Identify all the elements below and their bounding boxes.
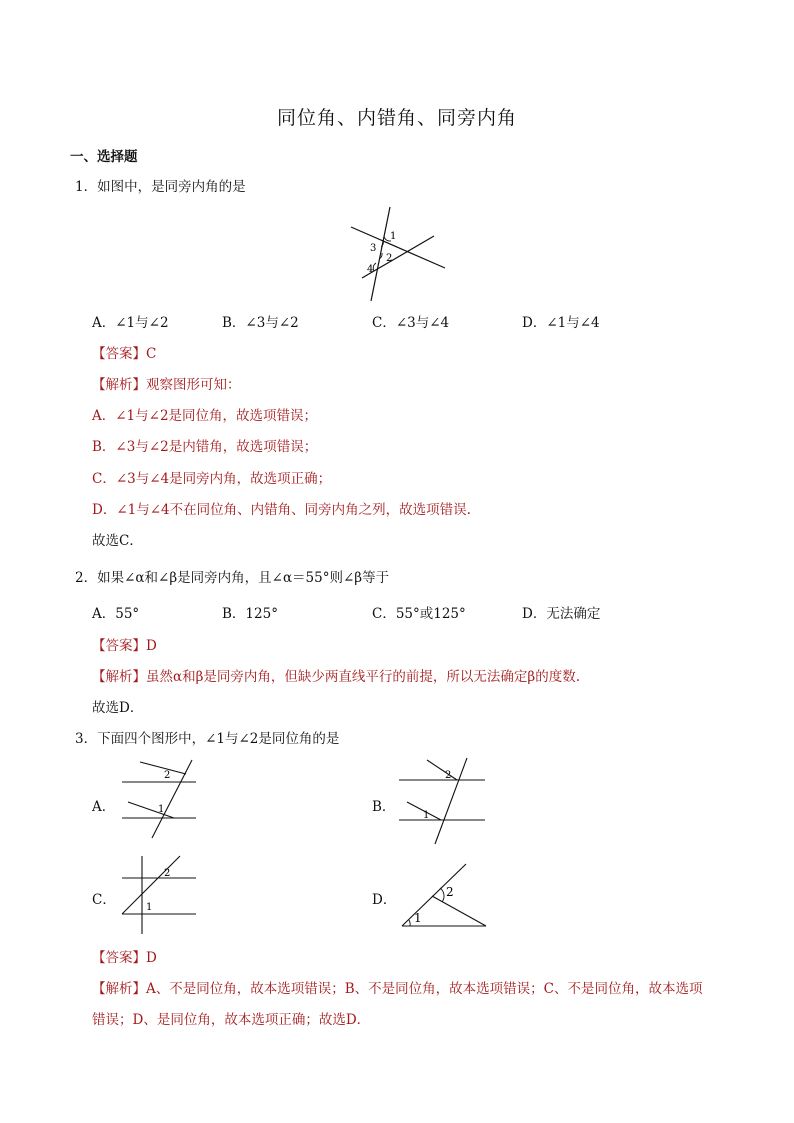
fig1-label-3: 3 [370,243,377,254]
q3-figure-c [118,852,202,936]
q2-analysis-text: 虽然α和β是同旁内角，但缺少两直线平行的前提，所以无法确定β的度数. [146,669,581,685]
q2-answer-tag: 【答案】 [92,638,146,654]
q1-answer [92,342,156,362]
q3-answer-tag: 【答案】 [92,950,146,966]
q1-option-a: A．∠1与∠2 [92,315,169,331]
fig-c-label-2: 2 [164,868,171,879]
q1-analysis-tag: 【解析】 [92,377,146,393]
q3-figure-d [398,860,490,930]
page-title: 同位角、内错角、同旁内角 [276,107,517,129]
q1-option-c: C．∠3与∠4 [372,315,450,331]
q3-analysis-tag: 【解析】 [92,981,146,997]
q1-answer-tag: 【答案】 [92,346,146,362]
fig1-label-4: 4 [367,264,374,275]
q2-answer [92,634,157,654]
q1-analysis-line-d: D．∠1与∠4不在同位角、内错角、同旁内角之列，故选项错误. [92,502,471,518]
fig-c-label-1: 1 [146,902,153,913]
fig-d-label-2: 2 [446,885,454,899]
q3-figure-a [118,758,202,840]
q1-analysis-line-a: A．∠1与∠2是同位角，故选项错误； [92,408,318,424]
q1-analysis-line-c: C．∠3与∠4是同旁内角，故选项正确； [92,471,332,487]
q3-option-a-label: A． [92,799,116,815]
q3-answer [92,946,157,966]
q2-option-c: C．55°或125° [372,606,466,622]
q1-analysis-lead-text: 观察图形可知： [146,377,241,393]
question-3-stem: 3．下面四个图形中，∠1与∠2是同位角的是 [75,731,340,747]
q2-answer-value: D [146,638,157,654]
q1-conclusion: 故选C． [92,533,143,549]
q1-option-b: B．∠3与∠2 [222,315,299,331]
q3-analysis-line-1 [92,977,703,997]
q2-option-d: D．无法确定 [522,606,601,622]
q3-option-d-label: D． [372,892,397,908]
question-1-stem: 1．如图中，是同旁内角的是 [75,179,246,195]
section-heading: 一、选择题 [70,149,138,165]
q3-analysis-text-1: A、不是同位角，故本选项错误；B、不是同位角，故本选项错误；C、不是同位角，故本选项 [146,981,703,997]
q1-option-d: D．∠1与∠4 [522,315,600,331]
fig-d-label-1: 1 [414,911,422,925]
fig-b-label-1: 1 [423,810,430,821]
fig-a-label-2: 2 [164,770,171,781]
question-1-figure [348,205,448,303]
q2-analysis-tag: 【解析】 [92,669,146,685]
fig1-label-1: 1 [390,231,397,242]
q3-analysis-line-2: 错误；D、是同位角，故本选项正确；故选D． [92,1012,371,1028]
q1-answer-value: C [146,346,157,362]
fig1-label-2: 2 [386,253,393,264]
q1-analysis-lead [92,373,241,393]
q2-option-b: B．125° [222,606,278,622]
q3-answer-value: D [146,950,157,966]
q3-option-b-label: B． [372,799,396,815]
fig-b-label-2: 2 [445,770,452,781]
q2-option-a: A．55° [92,606,140,622]
q2-conclusion: 故选D． [92,700,144,716]
q2-analysis [92,665,580,685]
q1-analysis-line-b: B．∠3与∠2是内错角，故选项错误； [92,439,318,455]
fig-a-label-1: 1 [158,804,165,815]
question-2-stem: 2．如果∠α和∠β是同旁内角，且∠α＝55°则∠β等于 [75,570,390,586]
q3-figure-b [395,756,489,846]
q3-option-c-label: C． [92,892,116,908]
